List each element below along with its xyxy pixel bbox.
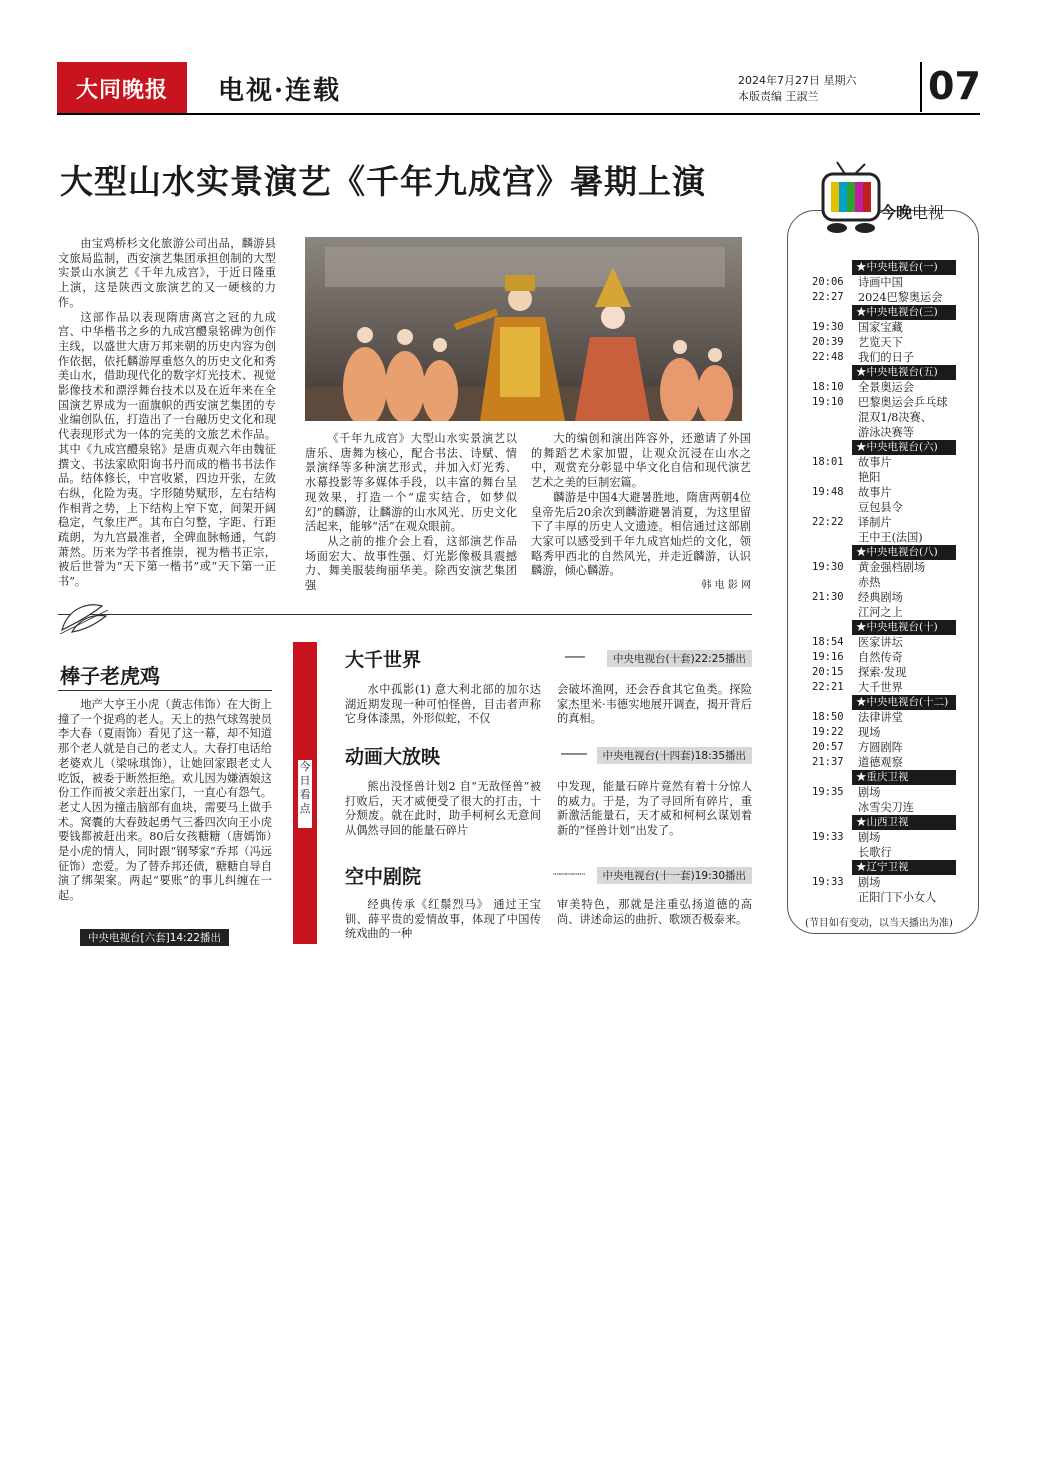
program-title: 空中剧院 bbox=[345, 866, 422, 888]
schedule-channel: ★中央电视台(十) bbox=[852, 620, 956, 635]
program-block bbox=[345, 645, 752, 726]
article-headline: 大型山水实景演艺《千年九成宫》暑期上演 bbox=[60, 162, 706, 201]
section-divider bbox=[58, 614, 752, 615]
header-divider bbox=[920, 62, 922, 112]
schedule-program-row bbox=[790, 650, 976, 665]
schedule-program-row bbox=[790, 275, 976, 290]
story-text bbox=[58, 698, 272, 904]
article-column-3 bbox=[531, 432, 751, 594]
schedule-program: 方圆剧阵 bbox=[858, 741, 903, 754]
schedule-channel-row bbox=[790, 770, 976, 785]
header-rule bbox=[57, 113, 980, 115]
schedule-program-row bbox=[790, 470, 976, 485]
newspaper-logo: 大同晚报 bbox=[57, 62, 187, 114]
schedule-channel: ★中央电视台(五) bbox=[852, 365, 956, 380]
program-desc-left bbox=[345, 898, 541, 942]
schedule-program-row bbox=[790, 350, 976, 365]
schedule-program-row bbox=[790, 335, 976, 350]
today-highlights-label: 今日看点 bbox=[298, 760, 312, 828]
schedule-program: 剧场 bbox=[858, 786, 881, 799]
schedule-program: 我们的日子 bbox=[858, 351, 914, 364]
issue-date: 2024年7月27日 星期六 bbox=[738, 74, 857, 87]
program-desc: 水中孤影(1) 意大利北部的加尔达湖近期发现一种可怕怪兽，目击者声称它身体漆黑，外形似蛇，不仅 bbox=[345, 683, 541, 726]
schedule-program: 现场 bbox=[858, 726, 881, 739]
schedule-program-row bbox=[790, 785, 976, 800]
program-desc: 经典传承《红鬃烈马》 通过王宝钏、薛平贵的爱情故事，体现了中国传统戏曲的一种 bbox=[345, 898, 541, 941]
schedule-program: 正阳门下小女人 bbox=[858, 891, 937, 904]
schedule-time: 20:15 bbox=[812, 666, 844, 678]
article-paragraph: 大的编创和演出阵容外，还邀请了外国的舞蹈艺术家加盟，让观众沉浸在山水之中，观赏充分彰显中华文化自信和现代演艺艺术之美的巨制宏篇。 bbox=[531, 432, 751, 490]
schedule-channel-row bbox=[790, 695, 976, 710]
tv-label-bold: 今晚 bbox=[880, 203, 913, 222]
schedule-time: 21:30 bbox=[812, 591, 844, 603]
schedule-program-row bbox=[790, 500, 976, 515]
schedule-time: 18:01 bbox=[812, 456, 844, 468]
article-paragraph: 从之前的推介会上看，这部演艺作品场面宏大、故事性强、灯光影像极具震撼力、舞美服装绚丽华美。除西安演艺集团强 bbox=[305, 534, 517, 593]
schedule-time: 22:27 bbox=[812, 291, 844, 303]
program-channel: 中央电视台(十四套)18:35播出 bbox=[597, 747, 752, 764]
schedule-program-row bbox=[790, 740, 976, 755]
schedule-channel-row bbox=[790, 620, 976, 635]
schedule-program-row bbox=[790, 605, 976, 620]
schedule-program-row bbox=[790, 425, 976, 440]
schedule-program-row bbox=[790, 635, 976, 650]
schedule-note: (节目如有变动，以当天播出为准) bbox=[805, 918, 953, 929]
schedule-program: 江河之上 bbox=[858, 606, 903, 619]
program-desc: 中发现，能量石碎片竟然有着十分惊人的威力。于是，为了寻回所有碎片，重新激活能量石，天才威和柯柯幺谋划着新的“怪兽计划”出发了。 bbox=[557, 780, 752, 838]
program-desc: 熊出没怪兽计划2 自“无敌怪兽”被打败后，天才威便受了很大的打击，十分颓废。就在此时，助手柯柯幺无意间从偶然寻回的能量石碎片 bbox=[345, 780, 541, 838]
schedule-program: 长歌行 bbox=[858, 846, 892, 859]
schedule-channel-row bbox=[790, 545, 976, 560]
schedule-program-row bbox=[790, 575, 976, 590]
schedule-program-row bbox=[790, 590, 976, 605]
schedule-program: 2024巴黎奥运会 bbox=[858, 291, 943, 304]
schedule-time: 18:54 bbox=[812, 636, 844, 648]
schedule-program: 法律讲堂 bbox=[858, 711, 903, 724]
page-number: 07 bbox=[928, 64, 981, 108]
schedule-program: 自然传奇 bbox=[858, 651, 903, 664]
tv-schedule-label bbox=[880, 200, 944, 223]
schedule-program-row bbox=[790, 875, 976, 890]
schedule-channel: ★中央电视台(十二) bbox=[852, 695, 956, 710]
schedule-program-row bbox=[790, 830, 976, 845]
program-title: 大千世界 bbox=[345, 649, 422, 671]
program-block bbox=[345, 862, 752, 941]
schedule-program: 故事片 bbox=[858, 456, 892, 469]
schedule-program: 大千世界 bbox=[858, 681, 903, 694]
schedule-program-row bbox=[790, 560, 976, 575]
schedule-time: 19:30 bbox=[812, 561, 844, 573]
story-rule bbox=[58, 690, 272, 691]
schedule-program: 赤热 bbox=[858, 576, 881, 589]
article-paragraph: 《千年九成宫》大型山水实景演艺以唐乐、唐舞为核心，配合书法、诗赋、情景演绎等多种演艺形式，并加入灯光秀、水幕投影等多媒体手段，以丰富的舞台呈现效果，打造一个“虚实结合，如梦似幻”的麟游，让麟游的山水风光、历史文化活起来，能够“活”在观众眼前。 bbox=[305, 432, 517, 534]
schedule-program: 豆包县令 bbox=[858, 501, 903, 514]
schedule-program: 诗画中国 bbox=[858, 276, 903, 289]
schedule-program: 混双1/8决赛、 bbox=[858, 411, 932, 424]
schedule-program: 冰雪尖刀连 bbox=[858, 801, 914, 814]
schedule-program: 国家宝藏 bbox=[858, 321, 903, 334]
program-desc-right bbox=[557, 780, 752, 839]
schedule-channel: ★重庆卫视 bbox=[852, 770, 956, 785]
story-title: 棒子老虎鸡 bbox=[60, 664, 160, 688]
schedule-time: 20:57 bbox=[812, 741, 844, 753]
schedule-program-row bbox=[790, 455, 976, 470]
schedule-channel-row bbox=[790, 440, 976, 455]
schedule-channel-row bbox=[790, 305, 976, 320]
schedule-program: 医家讲坛 bbox=[858, 636, 903, 649]
program-channel: 中央电视台(十一套)19:30播出 bbox=[597, 867, 752, 884]
performance-photo-illustration bbox=[305, 237, 742, 421]
schedule-program-row bbox=[790, 890, 976, 905]
schedule-time: 20:06 bbox=[812, 276, 844, 288]
schedule-time: 20:39 bbox=[812, 336, 844, 348]
schedule-program-row bbox=[790, 515, 976, 530]
article-paragraph: 由宝鸡桥杉文化旅游公司出品，麟游县文旅局监制，西安演艺集团承担创制的大型实景山水演艺《千年九成宫》，于近日隆重上演，这是陕西文旅演艺的又一硬核的力作。 bbox=[58, 237, 276, 309]
television-icon bbox=[815, 160, 885, 240]
schedule-program: 艺览天下 bbox=[858, 336, 903, 349]
schedule-program: 探索·发现 bbox=[858, 666, 907, 679]
schedule-program: 艳阳 bbox=[858, 471, 881, 484]
schedule-program-row bbox=[790, 485, 976, 500]
section-title: 电视·连载 bbox=[218, 76, 342, 106]
schedule-program: 道德观察 bbox=[858, 756, 903, 769]
schedule-channel-row bbox=[790, 365, 976, 380]
schedule-program: 王中王(法国) bbox=[858, 531, 923, 544]
program-desc: 审美特色，那就是注重弘扬道德的高尚、讲述命运的曲折、歌颂否极泰来。 bbox=[557, 898, 752, 926]
program-block bbox=[345, 742, 752, 838]
schedule-program-row bbox=[790, 380, 976, 395]
schedule-program: 译制片 bbox=[858, 516, 892, 529]
schedule-time: 22:22 bbox=[812, 516, 844, 528]
schedule-program-row bbox=[790, 410, 976, 425]
program-desc: 会破坏渔网，还会吞食其它鱼类。探险家杰里米·韦德实地展开调查，揭开背后的真相。 bbox=[557, 683, 752, 726]
schedule-program-row bbox=[790, 725, 976, 740]
schedule-time: 22:48 bbox=[812, 351, 844, 363]
program-desc-right bbox=[557, 898, 752, 927]
program-title: 动画大放映 bbox=[345, 746, 441, 768]
schedule-time: 19:48 bbox=[812, 486, 844, 498]
program-channel: 中央电视台(十套)22:25播出 bbox=[607, 650, 752, 667]
dash-ornament: ┈┈┈┈┈ bbox=[553, 867, 585, 881]
schedule-time: 22:21 bbox=[812, 681, 844, 693]
schedule-time: 19:35 bbox=[812, 786, 844, 798]
schedule-program: 巴黎奥运会乒乓球 bbox=[858, 396, 948, 409]
schedule-program-row bbox=[790, 395, 976, 410]
program-desc-left bbox=[345, 780, 541, 839]
schedule-program-row bbox=[790, 710, 976, 725]
schedule-channel: ★中央电视台(一) bbox=[852, 260, 956, 275]
program-desc-right bbox=[557, 683, 752, 727]
schedule-time: 19:33 bbox=[812, 831, 844, 843]
dash-ornament: ─── bbox=[565, 650, 584, 664]
schedule-program-row bbox=[790, 755, 976, 770]
schedule-program: 全景奥运会 bbox=[858, 381, 914, 394]
schedule-channel-row bbox=[790, 260, 976, 275]
schedule-time: 21:37 bbox=[812, 756, 844, 768]
schedule-time: 19:30 bbox=[812, 321, 844, 333]
schedule-time: 19:10 bbox=[812, 396, 844, 408]
schedule-program: 黄金强档剧场 bbox=[858, 561, 926, 574]
schedule-channel: ★中央电视台(三) bbox=[852, 305, 956, 320]
schedule-time: 19:33 bbox=[812, 876, 844, 888]
schedule-channel-row bbox=[790, 860, 976, 875]
schedule-program-row bbox=[790, 320, 976, 335]
program-desc-left bbox=[345, 683, 541, 727]
schedule-channel: ★山西卫视 bbox=[852, 815, 956, 830]
article-paragraph: 这部作品以表现隋唐离宫之冠的九成宫、中华楷书之乡的九成宫醴泉铭碑为创作主线，以盛世大唐万邦来朝的历史内容为创作依据，依托麟游厚重悠久的历史文化和秀美山水，借助现代化的数字灯光技术、视觉影像技术和漂浮舞台技术以及在近年来在全国演艺界成为一面旗帜的西安演艺集团的专业编创队伍，打造出了一台融历史文化和现代表现形式为一体的完美的文旅艺术作品。其中《九成宫醴泉铭》是唐贞观六年由魏征撰文、书法家欧阳询书丹而成的楷书书法作品。结体修长，中宫收紧，四边开张，左敛右纵，化险为夷。字形随势赋形，左右结构作相背之势，上下结构上窄下宽，间架开阔稳定，气象庄严。其布白匀整，字距、行距疏朗，为九宫最准者，全碑血脉畅通，气韵萧然。历来为学书者推崇，视为楷书正宗，被后世誉为“天下第一楷书”或“天下第一正书”。 bbox=[58, 310, 276, 589]
schedule-program-row bbox=[790, 530, 976, 545]
article-credit: 韩 电 影 网 bbox=[701, 580, 751, 592]
schedule-program: 游泳决赛等 bbox=[858, 426, 914, 439]
schedule-program: 剧场 bbox=[858, 831, 881, 844]
story-paragraph: 地产大亨王小虎（黄志伟饰）在大街上撞了一个捉鸡的老人。天上的热气球驾驶员李大春（夏雨饰）看见了这一幕，却不知道那个老人就是自己的老丈人。大春打电话给老婆欢儿（梁咏琪饰），让她回家跟老丈人吃饭，被委于断然拒绝。欢儿因为嫌酒娘这份工作而被父亲赶出家门，一直心有怨气。老丈人因为撞击脑部有血块，需要马上做手术。窝囊的大春鼓起勇气三番四次向王小虎要钱都被赶出来。80后女孩糖糖（唐嫣饰）是小虎的情人，同时跟“钢琴家”乔邦（冯远征饰）恋爱。为了替乔邦还债，糖糖自导自演了绑架案。两起“要账”的事儿纠缠在一起。 bbox=[58, 698, 272, 903]
schedule-channel: ★辽宁卫视 bbox=[852, 860, 956, 875]
leaf-ornament-icon bbox=[58, 600, 110, 636]
schedule-time: 19:22 bbox=[812, 726, 844, 738]
schedule-program-row bbox=[790, 845, 976, 860]
schedule-program-row bbox=[790, 290, 976, 305]
dash-ornament: ──── bbox=[561, 747, 586, 761]
schedule-program: 故事片 bbox=[858, 486, 892, 499]
schedule-time: 19:16 bbox=[812, 651, 844, 663]
schedule-program-row bbox=[790, 665, 976, 680]
schedule-channel-row bbox=[790, 815, 976, 830]
schedule-program: 剧场 bbox=[858, 876, 881, 889]
schedule-program-row bbox=[790, 800, 976, 815]
story-broadcast-tag: 中央电视台[六套]14:22播出 bbox=[80, 929, 229, 946]
article-photo bbox=[305, 237, 742, 421]
schedule-program: 经典剧场 bbox=[858, 591, 903, 604]
schedule-time: 18:50 bbox=[812, 711, 844, 723]
article-column-2 bbox=[305, 432, 517, 594]
schedule-channel: ★中央电视台(六) bbox=[852, 440, 956, 455]
schedule-program-row bbox=[790, 680, 976, 695]
tv-label-normal: 电视 bbox=[912, 203, 945, 222]
article-paragraph: 麟游是中国4大避暑胜地，隋唐两朝4位皇帝先后20余次到麟游避暑消夏，为这里留下了丰厚的历史人文遗迹。相信通过这部剧大家可以感受到千年九成宫灿烂的文化，领略秀甲西北的自然风光，并走近麟游，认识麟游，倾心麟游。 bbox=[531, 490, 751, 578]
article-column-1 bbox=[58, 237, 276, 590]
schedule-time: 18:10 bbox=[812, 381, 844, 393]
page-editor: 本版责编 王淑兰 bbox=[738, 90, 819, 103]
schedule-channel: ★中央电视台(八) bbox=[852, 545, 956, 560]
